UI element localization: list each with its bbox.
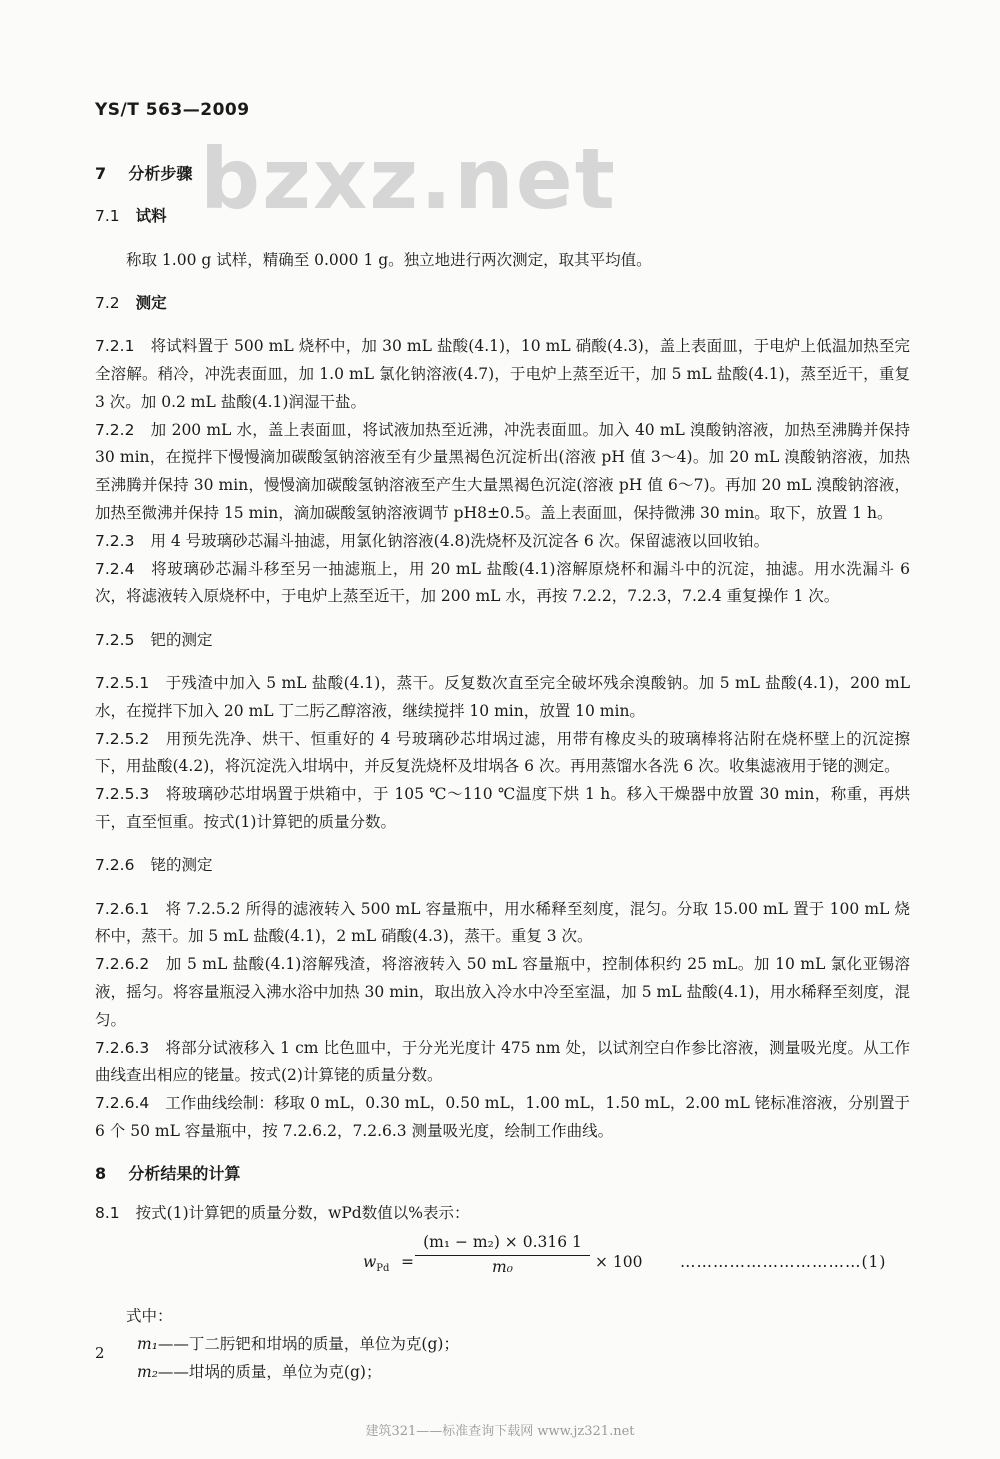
formula-equals: = (401, 1253, 414, 1272)
paragraph-7-2-5-2: 7.2.5.2 用预先洗净、烘干、恒重好的 4 号玻璃砂芯坩埚过滤，用带有橡皮头的玻璃棒将沾附在烧杯壁上的沉淀擦下，用盐酸(4.2)，将沉淀洗入坩埚中，并反复洗烧杯及坩埚各 6 次。再用蒸馏水各洗 6 次。收集滤液用于铑的测定。 (95, 729, 910, 776)
paragraph-7-2-3: 7.2.3 用 4 号玻璃砂芯漏斗抽滤，用氯化钠溶液(4.8)洗烧杯及沉淀各 6 次。保留滤液以回收铂。 (95, 531, 770, 550)
formula-multiplier: × 100 (595, 1253, 643, 1272)
paragraph-7-2-5-1: 7.2.5.1 于残渣中加入 5 mL 盐酸(4.1)，蒸干。反复数次直至完全破坏残余溴酸钠。加 5 mL 盐酸(4.1)，200 mL 水，在搅拌下加入 20 mL 丁二肟乙醇溶液，继续搅拌 10 min，放置 10 min。 (95, 673, 910, 720)
section-7-2-5-heading: 7.2.5 钯的测定 (95, 630, 213, 649)
paragraph-7-2-6-2: 7.2.6.2 加 5 mL 盐酸(4.1)溶解残渣，将溶液转入 50 mL 容量瓶中，控制体积约 25 mL。加 10 mL 氯化亚锡溶液，摇匀。将容量瓶浸入沸水浴中加热 30 min，取出放入冷水中冷至室温，加 5 mL 盐酸(4.1)，用水稀释至刻度，混匀。 (95, 955, 911, 1029)
document-body (95, 160, 910, 1387)
section-7-1-heading: 7.1 试料 (95, 207, 167, 226)
section-7-heading: 7 分析步骤 (95, 164, 193, 183)
where-label: 式中： (126, 1307, 173, 1326)
formula-1 (95, 1231, 910, 1295)
paragraph-7-1: 称取 1.00 g 试样，精确至 0.000 1 g。独立地进行两次测定，取其平均值。 (126, 250, 652, 269)
footer-source: 建筑321——标准查询下载网 www.jz321.net (365, 1424, 635, 1439)
formula-lhs: $w_{Pd}$ (363, 1253, 390, 1275)
paragraph-7-2-4: 7.2.4 将玻璃砂芯漏斗移至另一抽滤瓶上，用 20 mL 盐酸(4.1)溶解原烧杯和漏斗中的沉淀，抽滤。用水洗漏斗 6 次，将滤液转入原烧杯中，于电炉上蒸至近干，加 200 mL 水，再按 7.2.2，7.2.3，7.2.4 重复操作 1 次。 (95, 559, 910, 606)
formula-fraction (415, 1231, 590, 1278)
formula-denominator: m₀ (492, 1258, 513, 1277)
paragraph-7-2-5-3: 7.2.5.3 将玻璃砂芯坩埚置于烘箱中，于 105 ℃～110 ℃温度下烘 1 h。移入干燥器中放置 30 min，称重，再烘干，直至恒重。按式(1)计算钯的质量分数。 (95, 785, 910, 831)
paragraph-7-2-2: 7.2.2 加 200 mL 水，盖上表面皿，将试液加热至近沸，冲洗表面皿。加入 40 mL 溴酸钠溶液，加热至沸腾并保持 30 min，在搅拌下慢慢滴加碳酸氢钠溶液至有少量黑褐色沉淀析出(溶液 pH 值 3～4)。加 20 mL 溴酸钠溶液，加热至沸腾并保持 30 min，慢慢滴加碳酸氢钠溶液至产生大量黑褐色沉淀(溶液 pH 值 6～7)。再加 20 mL 溴酸钠溶液，加热至微沸并保持 15 min，滴加碳酸氢钠溶液调节 pH8±0.5。盖上表面皿，保持微沸 30 min。取下，放置 1 h。 (95, 420, 910, 522)
formula-reference: ……………………………(1) (680, 1253, 887, 1272)
paragraph-7-2-6-3: 7.2.6.3 将部分试液移入 1 cm 比色皿中，于分光光度计 475 nm 处，以试剂空白作参比溶液，测量吸光度。从工作曲线查出相应的铑量。按式(2)计算铑的质量分数。 (95, 1038, 910, 1085)
paragraph-7-2-6-4: 7.2.6.4 工作曲线绘制：移取 0 mL，0.30 mL，0.50 mL，1.00 mL，1.50 mL，2.00 mL 铑标准溶液，分别置于 6 个 50 mL 容量瓶中，按 7.2.6.2，7.2.6.3 测量吸光度，绘制工作曲线。 (95, 1094, 910, 1140)
variable-m2: m₂——坩埚的质量，单位为克(g)； (137, 1362, 382, 1381)
paragraph-8-1: 8.1 按式(1)计算钯的质量分数，wPd数值以%表示： (95, 1203, 470, 1222)
standard-code-header: YS/T 563—2009 (95, 100, 250, 120)
paragraph-7-2-1: 7.2.1 将试料置于 500 mL 烧杯中，加 30 mL 盐酸(4.1)，10 mL 硝酸(4.3)，盖上表面皿，于电炉上低温加热至完全溶解。稍冷，冲洗表面皿，加 1.0 mL 氯化钠溶液(4.7)，于电炉上蒸至近干，加 5 mL 盐酸(4.1)，蒸至近干，重复 3 次。加 0.2 mL 盐酸(4.1)润湿干盐。 (95, 337, 910, 411)
section-8-heading: 8 分析结果的计算 (95, 1163, 241, 1183)
page-number: 2 (95, 1344, 105, 1362)
formula-numerator: (m₁ − m₂) × 0.316 1 (415, 1231, 590, 1256)
section-7-2-6-heading: 7.2.6 铑的测定 (95, 856, 213, 875)
watermark: bzxz.net (200, 130, 617, 228)
paragraph-7-2-6-1: 7.2.6.1 将 7.2.5.2 所得的滤液转入 500 mL 容量瓶中，用水稀释至刻度，混匀。分取 15.00 mL 置于 100 mL 烧杯中，蒸干。加 5 mL 盐酸(4.1)，2 mL 硝酸(4.3)，蒸干。重复 3 次。 (95, 899, 910, 946)
variable-m1: m₁——丁二肟钯和坩埚的质量，单位为克(g)； (137, 1335, 459, 1354)
section-7-2-heading: 7.2 测定 (95, 293, 167, 312)
